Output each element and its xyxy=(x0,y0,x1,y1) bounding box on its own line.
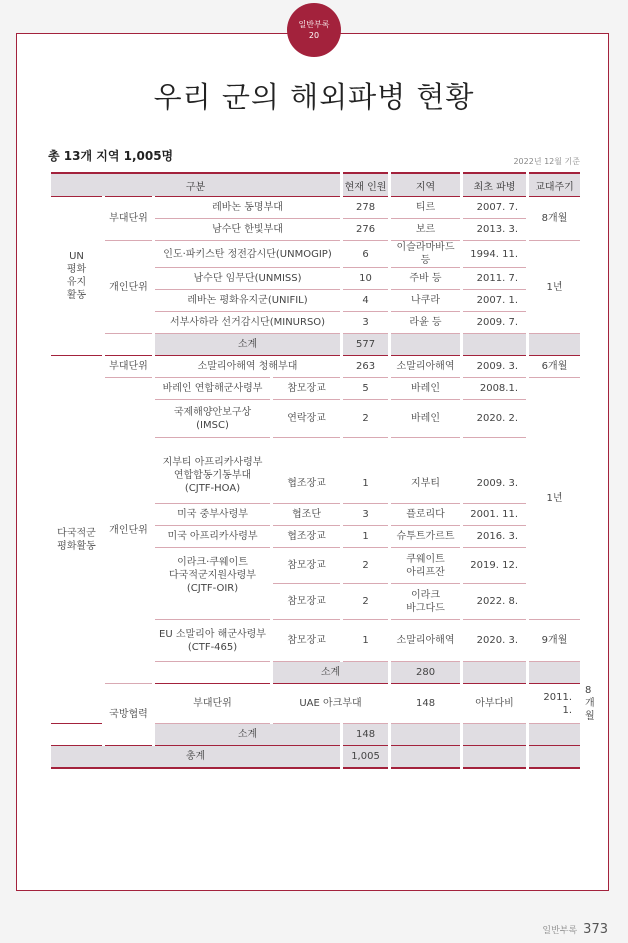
category-un: UN 평화 유지 활동 xyxy=(50,197,104,356)
total-row xyxy=(50,746,582,768)
region: 티르 xyxy=(390,197,462,219)
rotation: 9개월 xyxy=(528,620,582,662)
personnel-count: 1 xyxy=(342,438,390,504)
subtotal-label: 소계 xyxy=(154,724,342,746)
total-label: 총계 xyxy=(50,746,342,768)
unit-name: 미국 아프리카사령부 xyxy=(154,526,272,548)
header-first: 최초 파병 xyxy=(462,173,528,197)
region: 플로리다 xyxy=(390,504,462,526)
personnel-count: 6 xyxy=(342,241,390,268)
first-date: 2008.1. xyxy=(462,378,528,400)
subtotal-count: 148 xyxy=(342,724,390,746)
subtotal-count: 577 xyxy=(342,334,390,356)
first-date: 2009. 7. xyxy=(462,312,528,334)
table-header-row xyxy=(50,173,582,197)
blank-cell xyxy=(154,662,272,684)
unit-name: 레바논 평화유지군(UNIFIL) xyxy=(154,290,342,312)
subtotal-row xyxy=(50,334,582,356)
subtotal-label: 소계 xyxy=(272,662,390,684)
table-row xyxy=(50,378,582,400)
role: 참모장교 xyxy=(272,548,342,584)
unit-name: 바레인 연합해군사령부 xyxy=(154,378,272,400)
first-date: 2007. 7. xyxy=(462,197,528,219)
summary-text: 총 13개 지역 1,005명 xyxy=(48,149,174,163)
blank-cell xyxy=(528,334,582,356)
badge-number: 20 xyxy=(308,31,320,40)
page-title: 우리 군의 해외파병 현황 xyxy=(153,80,475,114)
blank-cell xyxy=(528,724,582,746)
first-date: 2001. 11. xyxy=(462,504,528,526)
region: 이라크 바그다드 xyxy=(390,584,462,620)
type-label: 부대단위 xyxy=(104,197,154,241)
unit-name: 서부사하라 선거감시단(MINURSO) xyxy=(154,312,342,334)
first-date: 2022. 8. xyxy=(462,584,528,620)
first-date: 2020. 3. xyxy=(462,620,528,662)
region: 이슬라마바드 등 xyxy=(390,241,462,268)
unit-name: 남수단 한빛부대 xyxy=(154,219,342,241)
first-date: 2011. 7. xyxy=(462,268,528,290)
subtotal-label: 소계 xyxy=(154,334,342,356)
rotation: 1년 xyxy=(528,241,582,334)
region: 바레인 xyxy=(390,378,462,400)
personnel-count: 5 xyxy=(342,378,390,400)
header-category: 구분 xyxy=(50,173,342,197)
table-row xyxy=(50,684,582,724)
personnel-count: 2 xyxy=(342,584,390,620)
role: 협조장교 xyxy=(272,438,342,504)
personnel-count: 2 xyxy=(342,548,390,584)
role: 참모장교 xyxy=(272,378,342,400)
blank-cell xyxy=(462,724,528,746)
blank-cell xyxy=(50,724,104,746)
first-date: 2007. 1. xyxy=(462,290,528,312)
region: 쿠웨이트 아리프잔 xyxy=(390,548,462,584)
region: 보르 xyxy=(390,219,462,241)
personnel-count: 278 xyxy=(342,197,390,219)
unit-name: 소말리아해역 청해부대 xyxy=(154,356,342,378)
personnel-count: 10 xyxy=(342,268,390,290)
role: 협조장교 xyxy=(272,526,342,548)
region: 슈투트가르트 xyxy=(390,526,462,548)
category-defense-cooperation: 국방협력 xyxy=(104,684,154,746)
region: 소말리아해역 xyxy=(390,356,462,378)
footer-section: 일반부록 xyxy=(542,926,578,936)
role: 협조단 xyxy=(272,504,342,526)
personnel-count: 263 xyxy=(342,356,390,378)
total-count: 1,005 xyxy=(342,746,390,768)
type-label: 개인단위 xyxy=(104,241,154,334)
deployment-table xyxy=(48,172,583,769)
unit-name: 레바논 동명부대 xyxy=(154,197,342,219)
blank-cell xyxy=(104,334,154,356)
unit-name: UAE 아크부대 xyxy=(272,684,390,724)
personnel-count: 3 xyxy=(342,504,390,526)
unit-name: 이라크·쿠웨이트 다국적군지원사령부 (CJTF-OIR) xyxy=(154,548,272,620)
personnel-count: 148 xyxy=(390,684,462,724)
type-label: 부대단위 xyxy=(154,684,272,724)
first-date: 2016. 3. xyxy=(462,526,528,548)
unit-name: 국제해양안보구상 (IMSC) xyxy=(154,400,272,438)
region: 바레인 xyxy=(390,400,462,438)
badge-label: 일반부록 xyxy=(298,20,330,29)
section-badge xyxy=(287,3,341,57)
header-rotation: 교대주기 xyxy=(528,173,582,197)
category-multinational: 다국적군 평화활동 xyxy=(50,356,104,724)
first-date: 2009. 3. xyxy=(462,356,528,378)
role: 참모장교 xyxy=(272,620,342,662)
first-date: 2013. 3. xyxy=(462,219,528,241)
blank-cell xyxy=(462,662,528,684)
unit-name: 인도·파키스탄 정전감시단(UNMOGIP) xyxy=(154,241,342,268)
type-label: 개인단위 xyxy=(104,378,154,684)
rotation: 1년 xyxy=(528,378,582,620)
unit-name: EU 소말리아 해군사령부 (CTF-465) xyxy=(154,620,272,662)
region: 아부다비 xyxy=(462,684,528,724)
blank-cell xyxy=(462,334,528,356)
personnel-count: 276 xyxy=(342,219,390,241)
header-region: 지역 xyxy=(390,173,462,197)
first-date: 2011. 1. xyxy=(528,684,582,724)
unit-name: 미국 중부사령부 xyxy=(154,504,272,526)
blank-cell xyxy=(528,662,582,684)
table-row xyxy=(50,356,582,378)
personnel-count: 2 xyxy=(342,400,390,438)
table-row xyxy=(50,197,582,219)
header-personnel: 현재 인원 xyxy=(342,173,390,197)
region: 지부티 xyxy=(390,438,462,504)
first-date: 2020. 2. xyxy=(462,400,528,438)
subtotal-count: 280 xyxy=(390,662,462,684)
personnel-count: 3 xyxy=(342,312,390,334)
first-date: 1994. 11. xyxy=(462,241,528,268)
first-date: 2019. 12. xyxy=(462,548,528,584)
personnel-count: 1 xyxy=(342,526,390,548)
region: 나쿠라 xyxy=(390,290,462,312)
rotation: 6개월 xyxy=(528,356,582,378)
blank-cell xyxy=(390,746,462,768)
first-date: 2009. 3. xyxy=(462,438,528,504)
page-footer xyxy=(542,922,608,937)
basis-date: 2022년 12월 기준 xyxy=(513,157,580,166)
blank-cell xyxy=(390,724,462,746)
personnel-count: 4 xyxy=(342,290,390,312)
table-row xyxy=(50,241,582,268)
unit-name: 남수단 임무단(UNMISS) xyxy=(154,268,342,290)
region: 라윤 등 xyxy=(390,312,462,334)
blank-cell xyxy=(462,746,528,768)
rotation: 8개월 xyxy=(528,197,582,241)
unit-name: 지부티 아프리카사령부 연합합동기동부대 (CJTF-HOA) xyxy=(154,438,272,504)
personnel-count: 1 xyxy=(342,620,390,662)
page-number: 373 xyxy=(583,922,608,937)
role: 참모장교 xyxy=(272,584,342,620)
blank-cell xyxy=(390,334,462,356)
role: 연락장교 xyxy=(272,400,342,438)
blank-cell xyxy=(528,746,582,768)
region: 소말리아해역 xyxy=(390,620,462,662)
region: 주바 등 xyxy=(390,268,462,290)
type-label: 부대단위 xyxy=(104,356,154,378)
